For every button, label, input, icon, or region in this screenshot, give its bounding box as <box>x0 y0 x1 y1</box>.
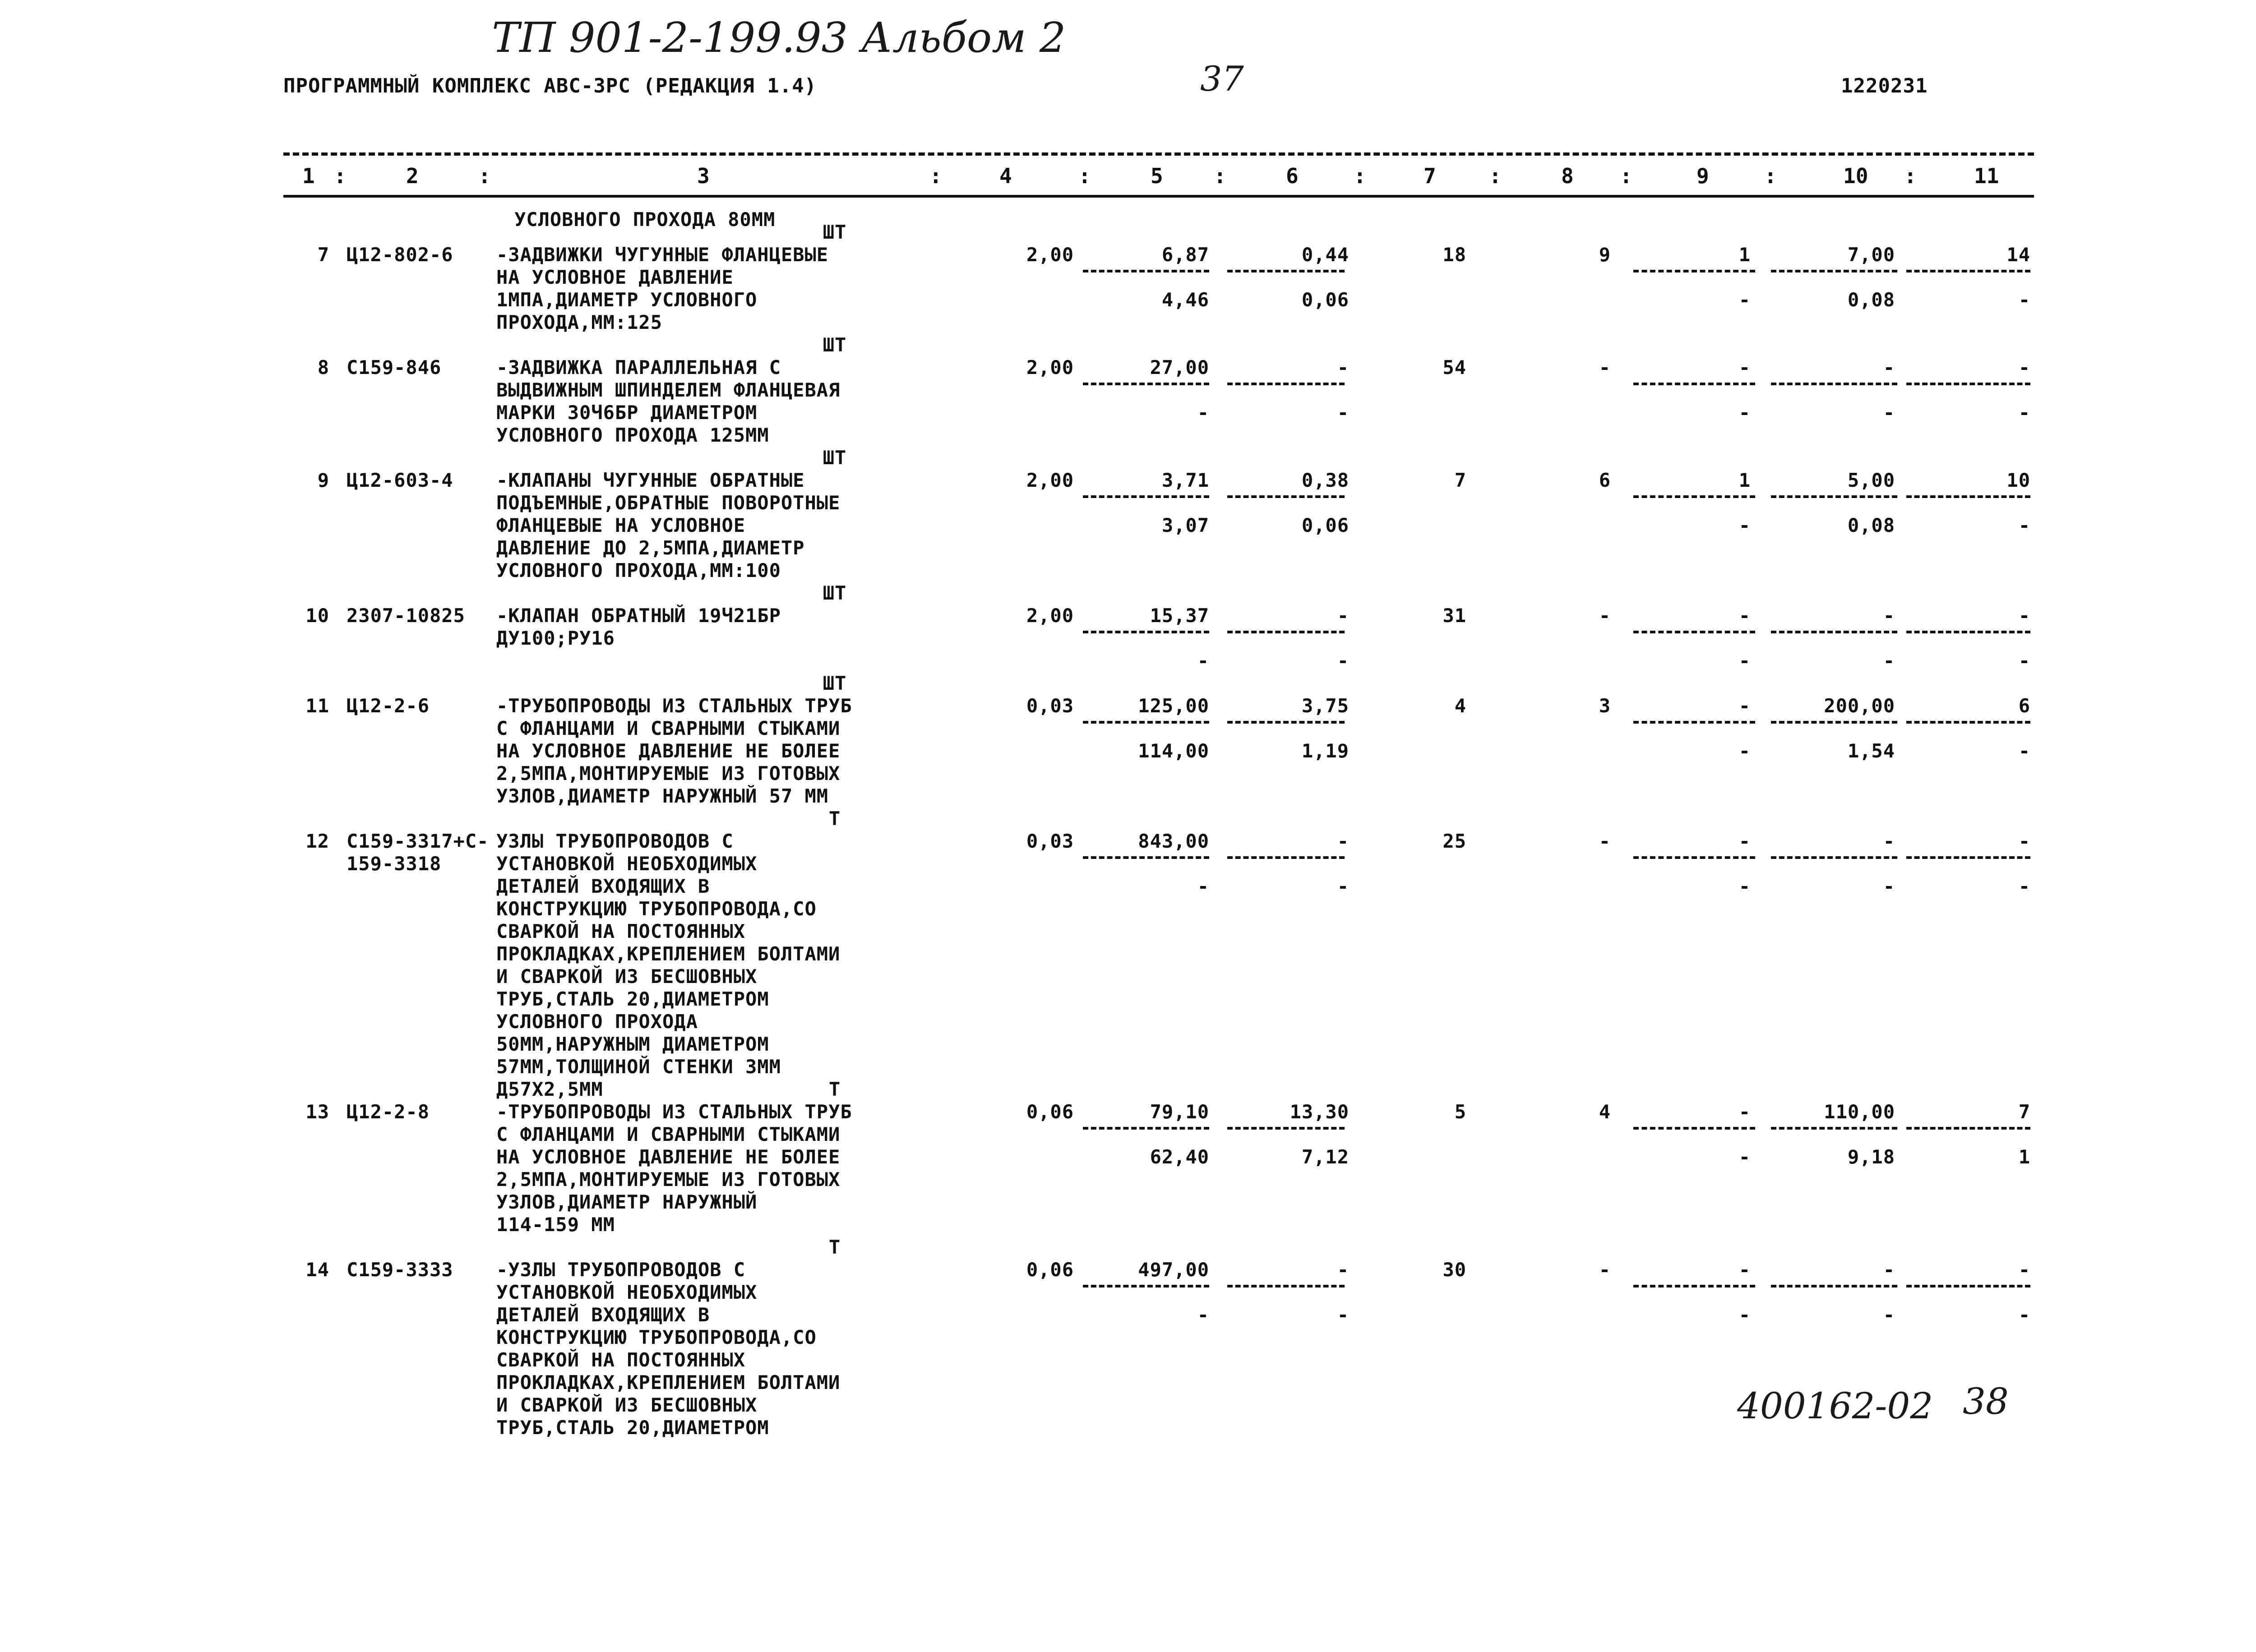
price-code: С159-846 <box>347 356 442 378</box>
machine-wages: - <box>1738 514 1751 536</box>
work-description: ВЫДВИЖНЫМ ШПИНДЕЛЕМ ФЛАНЦЕВАЯ <box>496 379 841 401</box>
work-description: 1МПА,ДИАМЕТР УСЛОВНОГО <box>496 289 758 311</box>
price-code: Ц12-2-8 <box>347 1101 430 1123</box>
labor-hours-total: 14 <box>2006 244 2030 266</box>
cell-divider-line <box>1227 270 1345 272</box>
machinist-hours-unit: - <box>1883 1304 1895 1326</box>
header-top-rule <box>283 152 2034 156</box>
work-description: -УЗЛЫ ТРУБОПРОВОДОВ С <box>496 1259 746 1281</box>
row-number: 7 <box>317 244 329 266</box>
cell-divider-line <box>1083 495 1209 498</box>
total-machines: - <box>1599 1259 1611 1281</box>
work-description: ПОДЪЕМНЫЕ,ОБРАТНЫЕ ПОВОРОТНЫЕ <box>496 492 841 514</box>
qty-value: 2,00 <box>1026 244 1074 266</box>
total-machines: - <box>1599 605 1611 627</box>
unit-label: ШТ <box>823 447 847 469</box>
row-number: 11 <box>305 695 329 717</box>
machinist-hours-total: - <box>2018 650 2030 672</box>
cell-divider-line <box>1771 1285 1897 1287</box>
column-separator: : <box>1214 164 1226 188</box>
unit-cost-total: 6,87 <box>1161 244 1209 266</box>
labor-hours-total: 7 <box>2018 1101 2030 1123</box>
unit-cost-total: 843,00 <box>1138 830 1209 852</box>
unit-cost-wages: - <box>1197 401 1209 424</box>
cell-divider-line <box>1906 495 2030 498</box>
machinist-hours-unit: - <box>1883 401 1895 424</box>
unit-cost-machine-wages: - <box>1337 875 1349 897</box>
work-description: -ЗАДВИЖКА ПАРАЛЛЕЛЬНАЯ С <box>496 356 781 378</box>
unit-cost-wages: 62,40 <box>1150 1146 1209 1168</box>
machinist-hours-total: - <box>2018 401 2030 424</box>
row-number: 12 <box>305 830 329 852</box>
unit-cost-wages: - <box>1197 1304 1209 1326</box>
machine-wages: - <box>1738 650 1751 672</box>
cell-divider-line <box>1771 495 1897 498</box>
row-number: 10 <box>305 605 329 627</box>
column-header-4: 4 <box>999 164 1012 188</box>
work-description: -КЛАПАНЫ ЧУГУННЫЕ ОБРАТНЫЕ <box>496 469 805 491</box>
unit-cost-machine-wages: 7,12 <box>1301 1146 1349 1168</box>
total-cost: 5 <box>1454 1101 1466 1123</box>
program-label: ПРОГРАММНЫЙ КОМПЛЕКС АВС-ЗРС (РЕДАКЦИЯ 1.4) <box>283 74 817 97</box>
column-separator: : <box>1354 164 1366 188</box>
work-description: КОНСТРУКЦИЮ ТРУБОПРОВОДА,СО <box>496 1326 817 1348</box>
cell-divider-line <box>1906 1285 2030 1287</box>
work-description: УСЛОВНОГО ПРОХОДА,ММ:100 <box>496 559 781 581</box>
unit-cost-total: 497,00 <box>1138 1259 1209 1281</box>
unit-cost-machine-wages: - <box>1337 401 1349 424</box>
labor-hours-unit: 7,00 <box>1847 244 1895 266</box>
column-header-3: 3 <box>697 164 710 188</box>
column-header-11: 11 <box>1974 164 1999 188</box>
cell-divider-line <box>1227 631 1345 633</box>
cell-divider-line <box>1771 270 1897 272</box>
labor-hours-total: 6 <box>2018 695 2030 717</box>
cell-divider-line <box>1771 721 1897 724</box>
machinist-hours-unit: 0,08 <box>1847 514 1895 536</box>
cell-divider-line <box>1633 856 1755 859</box>
unit-cost-machines: - <box>1337 605 1349 627</box>
column-header-6: 6 <box>1286 164 1299 188</box>
column-separator: : <box>478 164 491 188</box>
cell-divider-line <box>1771 1127 1897 1130</box>
handwritten-title: ТП 901-2-199.93 Альбом 2 <box>492 14 1066 62</box>
work-description: НА УСЛОВНОЕ ДАВЛЕНИЕ <box>496 266 734 288</box>
cell-divider-line <box>1633 721 1755 724</box>
work-description: 50ММ,НАРУЖНЫМ ДИАМЕТРОМ <box>496 1033 769 1055</box>
column-header-10: 10 <box>1843 164 1868 188</box>
price-code: Ц12-802-6 <box>347 244 453 266</box>
work-description: ДАВЛЕНИЕ ДО 2,5МПА,ДИАМЕТР <box>496 537 805 559</box>
unit-cost-machine-wages: - <box>1337 1304 1349 1326</box>
work-description: 2,5МПА,МОНТИРУЕМЫЕ ИЗ ГОТОВЫХ <box>496 1168 841 1191</box>
row-number: 8 <box>317 356 329 378</box>
unit-cost-wages: 4,46 <box>1161 289 1209 311</box>
work-description: ПРОХОДА,ММ:125 <box>496 311 663 333</box>
machine-wages: - <box>1738 740 1751 762</box>
machinist-hours-unit: - <box>1883 650 1895 672</box>
cell-divider-line <box>1083 270 1209 272</box>
machinist-hours-unit: 0,08 <box>1847 289 1895 311</box>
unit-label: Т <box>828 1078 841 1100</box>
price-code: С159-3317+С- <box>347 830 489 852</box>
work-description: -КЛАПАН ОБРАТНЫЙ 19Ч21БР <box>496 605 781 627</box>
cell-divider-line <box>1633 383 1755 385</box>
qty-value: 2,00 <box>1026 605 1074 627</box>
cell-divider-line <box>1633 631 1755 633</box>
unit-cost-machines: 13,30 <box>1290 1101 1349 1123</box>
cell-divider-line <box>1771 856 1897 859</box>
column-separator: : <box>1620 164 1632 188</box>
column-separator: : <box>1764 164 1777 188</box>
handwritten-page: 38 <box>1963 1380 2009 1422</box>
unit-cost-machine-wages: 1,19 <box>1301 740 1349 762</box>
machinist-hours-total: - <box>2018 1304 2030 1326</box>
labor-hours-total: - <box>2018 605 2030 627</box>
machinist-hours-total: - <box>2018 514 2030 536</box>
column-separator: : <box>1078 164 1091 188</box>
unit-cost-wages: 114,00 <box>1138 740 1209 762</box>
work-description: 2,5МПА,МОНТИРУЕМЫЕ ИЗ ГОТОВЫХ <box>496 762 841 784</box>
cell-divider-line <box>1083 856 1209 859</box>
work-description: 114-159 ММ <box>496 1214 615 1236</box>
total-cost: 54 <box>1442 356 1466 378</box>
unit-cost-wages: 3,07 <box>1161 514 1209 536</box>
work-description: УЗЛОВ,ДИАМЕТР НАРУЖНЫЙ 57 ММ <box>496 785 829 807</box>
labor-cost: - <box>1738 695 1751 717</box>
column-header-1: 1 <box>302 164 315 188</box>
work-description: НА УСЛОВНОЕ ДАВЛЕНИЕ НЕ БОЛЕЕ <box>496 1146 841 1168</box>
labor-cost: 1 <box>1738 469 1751 491</box>
cell-divider-line <box>1633 1285 1755 1287</box>
unit-cost-machines: 3,75 <box>1301 695 1349 717</box>
cell-divider-line <box>1906 270 2030 272</box>
work-description: ДУ100;РУ16 <box>496 627 615 649</box>
qty-value: 2,00 <box>1026 356 1074 378</box>
unit-label: ШТ <box>823 672 847 694</box>
machine-wages: - <box>1738 1304 1751 1326</box>
unit-cost-total: 15,37 <box>1150 605 1209 627</box>
work-description: УСТАНОВКОЙ НЕОБХОДИМЫХ <box>496 1281 758 1303</box>
cell-divider-line <box>1633 270 1755 272</box>
work-description: УСЛОВНОГО ПРОХОДА <box>496 1011 698 1033</box>
machine-wages: - <box>1738 1146 1751 1168</box>
qty-value: 0,06 <box>1026 1259 1074 1281</box>
machine-wages: - <box>1738 875 1751 897</box>
work-description: ТРУБ,СТАЛЬ 20,ДИАМЕТРОМ <box>496 1417 769 1439</box>
unit-label: ШТ <box>823 334 847 356</box>
row-number: 13 <box>305 1101 329 1123</box>
column-separator: : <box>1489 164 1502 188</box>
unit-cost-total: 3,71 <box>1161 469 1209 491</box>
work-description: УСЛОВНОГО ПРОХОДА 125ММ <box>496 424 769 446</box>
unit-cost-total: 125,00 <box>1138 695 1209 717</box>
labor-cost: - <box>1738 1101 1751 1123</box>
qty-value: 2,00 <box>1026 469 1074 491</box>
total-cost: 18 <box>1442 244 1466 266</box>
machinist-hours-total: - <box>2018 875 2030 897</box>
labor-hours-total: - <box>2018 356 2030 378</box>
labor-hours-unit: - <box>1883 830 1895 852</box>
row-number: 9 <box>317 469 329 491</box>
work-description: -ТРУБОПРОВОДЫ ИЗ СТАЛЬНЫХ ТРУБ <box>496 1101 852 1123</box>
total-machines: - <box>1599 356 1611 378</box>
labor-hours-unit: 5,00 <box>1847 469 1895 491</box>
cell-divider-line <box>1771 383 1897 385</box>
work-description: ПРОКЛАДКАХ,КРЕПЛЕНИЕМ БОЛТАМИ <box>496 943 841 965</box>
labor-hours-total: - <box>2018 830 2030 852</box>
machinist-hours-unit: 1,54 <box>1847 740 1895 762</box>
qty-value: 0,03 <box>1026 830 1074 852</box>
work-description: МАРКИ 30Ч6БР ДИАМЕТРОМ <box>496 401 758 424</box>
labor-hours-total: 10 <box>2006 469 2030 491</box>
cell-divider-line <box>1771 631 1897 633</box>
column-header-8: 8 <box>1561 164 1574 188</box>
work-description: -ТРУБОПРОВОДЫ ИЗ СТАЛЬНЫХ ТРУБ <box>496 695 852 717</box>
work-description: УЗЛОВ,ДИАМЕТР НАРУЖНЫЙ <box>496 1191 758 1213</box>
work-description: УСТАНОВКОЙ НЕОБХОДИМЫХ <box>496 853 758 875</box>
labor-cost: - <box>1738 605 1751 627</box>
work-description: С ФЛАНЦАМИ И СВАРНЫМИ СТЫКАМИ <box>496 1123 841 1145</box>
cell-divider-line <box>1083 631 1209 633</box>
labor-cost: - <box>1738 830 1751 852</box>
column-separator: : <box>929 164 942 188</box>
machine-wages: - <box>1738 289 1751 311</box>
total-cost: 7 <box>1454 469 1466 491</box>
column-header-9: 9 <box>1697 164 1709 188</box>
total-cost: 25 <box>1442 830 1466 852</box>
row-number: 14 <box>305 1259 329 1281</box>
qty-value: 0,03 <box>1026 695 1074 717</box>
header-bottom-rule <box>283 195 2034 198</box>
page-number: 37 <box>1200 59 1244 99</box>
unit-cost-machines: - <box>1337 356 1349 378</box>
labor-cost: - <box>1738 356 1751 378</box>
cell-divider-line <box>1227 383 1345 385</box>
work-description: УЗЛЫ ТРУБОПРОВОДОВ С <box>496 830 734 852</box>
work-description: СВАРКОЙ НА ПОСТОЯННЫХ <box>496 1349 746 1371</box>
cell-divider-line <box>1227 721 1345 724</box>
labor-hours-total: - <box>2018 1259 2030 1281</box>
cell-divider-line <box>1083 1127 1209 1130</box>
cell-divider-line <box>1227 856 1345 859</box>
cell-divider-line <box>1633 495 1755 498</box>
unit-label: Т <box>828 1236 841 1258</box>
cell-divider-line <box>1633 1127 1755 1130</box>
total-cost: 4 <box>1454 695 1466 717</box>
price-code: Ц12-2-6 <box>347 695 430 717</box>
work-description: НА УСЛОВНОЕ ДАВЛЕНИЕ НЕ БОЛЕЕ <box>496 740 841 762</box>
machinist-hours-unit: 9,18 <box>1847 1146 1895 1168</box>
handwritten-reference: 400162-02 <box>1737 1385 1933 1427</box>
total-machines: - <box>1599 830 1611 852</box>
price-code: С159-3333 <box>347 1259 453 1281</box>
unit-label: Т <box>828 808 841 830</box>
work-description: Д57Х2,5ММ <box>496 1078 603 1100</box>
cell-divider-line <box>1227 1285 1345 1287</box>
total-machines: 9 <box>1599 244 1611 266</box>
unit-cost-machines: 0,38 <box>1301 469 1349 491</box>
cell-divider-line <box>1227 1127 1345 1130</box>
work-description: -ЗАДВИЖКИ ЧУГУННЫЕ ФЛАНЦЕВЫЕ <box>496 244 829 266</box>
total-machines: 4 <box>1599 1101 1611 1123</box>
cell-divider-line <box>1906 856 2030 859</box>
column-header-5: 5 <box>1151 164 1163 188</box>
work-description: 57ММ,ТОЛЩИНОЙ СТЕНКИ 3ММ <box>496 1056 781 1078</box>
unit-cost-machines: - <box>1337 830 1349 852</box>
total-cost: 31 <box>1442 605 1466 627</box>
total-cost: 30 <box>1442 1259 1466 1281</box>
labor-hours-unit: - <box>1883 1259 1895 1281</box>
cell-divider-line <box>1083 383 1209 385</box>
unit-label: ШТ <box>823 582 847 604</box>
labor-cost: - <box>1738 1259 1751 1281</box>
work-description: ДЕТАЛЕЙ ВХОДЯЩИХ В <box>496 875 710 897</box>
price-code: 2307-10825 <box>347 605 465 627</box>
machinist-hours-total: - <box>2018 740 2030 762</box>
unit-cost-machines: - <box>1337 1259 1349 1281</box>
labor-hours-unit: - <box>1883 356 1895 378</box>
price-code: 159-3318 <box>347 853 442 875</box>
unit-cost-wages: - <box>1197 650 1209 672</box>
labor-hours-unit: 200,00 <box>1824 695 1895 717</box>
work-description: И СВАРКОЙ ИЗ БЕСШОВНЫХ <box>496 965 758 988</box>
machine-wages: - <box>1738 401 1751 424</box>
column-separator: : <box>334 164 347 188</box>
work-description: С ФЛАНЦАМИ И СВАРНЫМИ СТЫКАМИ <box>496 717 841 739</box>
column-header-7: 7 <box>1424 164 1436 188</box>
machinist-hours-total: - <box>2018 289 2030 311</box>
unit-cost-machine-wages: 0,06 <box>1301 289 1349 311</box>
work-description: ПРОКЛАДКАХ,КРЕПЛЕНИЕМ БОЛТАМИ <box>496 1371 841 1394</box>
work-description: ТРУБ,СТАЛЬ 20,ДИАМЕТРОМ <box>496 988 769 1010</box>
unit-cost-total: 27,00 <box>1150 356 1209 378</box>
cell-divider-line <box>1906 631 2030 633</box>
cell-divider-line <box>1083 721 1209 724</box>
cell-divider-line <box>1906 1127 2030 1130</box>
machinist-hours-total: 1 <box>2018 1146 2030 1168</box>
labor-cost: 1 <box>1738 244 1751 266</box>
column-separator: : <box>1904 164 1917 188</box>
unit-cost-machine-wages: 0,06 <box>1301 514 1349 536</box>
unit-cost-wages: - <box>1197 875 1209 897</box>
qty-value: 0,06 <box>1026 1101 1074 1123</box>
machinist-hours-unit: - <box>1883 875 1895 897</box>
total-machines: 6 <box>1599 469 1611 491</box>
cell-divider-line <box>1906 383 2030 385</box>
unit-cost-total: 79,10 <box>1150 1101 1209 1123</box>
labor-hours-unit: - <box>1883 605 1895 627</box>
work-description: И СВАРКОЙ ИЗ БЕСШОВНЫХ <box>496 1394 758 1416</box>
work-description: ФЛАНЦЕВЫЕ НА УСЛОВНОЕ <box>496 514 746 536</box>
unit-label: ШТ <box>823 221 847 243</box>
unit-cost-machine-wages: - <box>1337 650 1349 672</box>
work-description: ДЕТАЛЕЙ ВХОДЯЩИХ В <box>496 1304 710 1326</box>
unit-cost-machines: 0,44 <box>1301 244 1349 266</box>
continuation-text: УСЛОВНОГО ПРОХОДА 80ММ <box>514 208 776 231</box>
total-machines: 3 <box>1599 695 1611 717</box>
price-code: Ц12-603-4 <box>347 469 453 491</box>
work-description: СВАРКОЙ НА ПОСТОЯННЫХ <box>496 920 746 942</box>
labor-hours-unit: 110,00 <box>1824 1101 1895 1123</box>
cell-divider-line <box>1906 721 2030 724</box>
work-description: КОНСТРУКЦИЮ ТРУБОПРОВОДА,СО <box>496 898 817 920</box>
column-header-2: 2 <box>406 164 419 188</box>
cell-divider-line <box>1083 1285 1209 1287</box>
document-code: 1220231 <box>1841 74 1928 97</box>
cell-divider-line <box>1227 495 1345 498</box>
